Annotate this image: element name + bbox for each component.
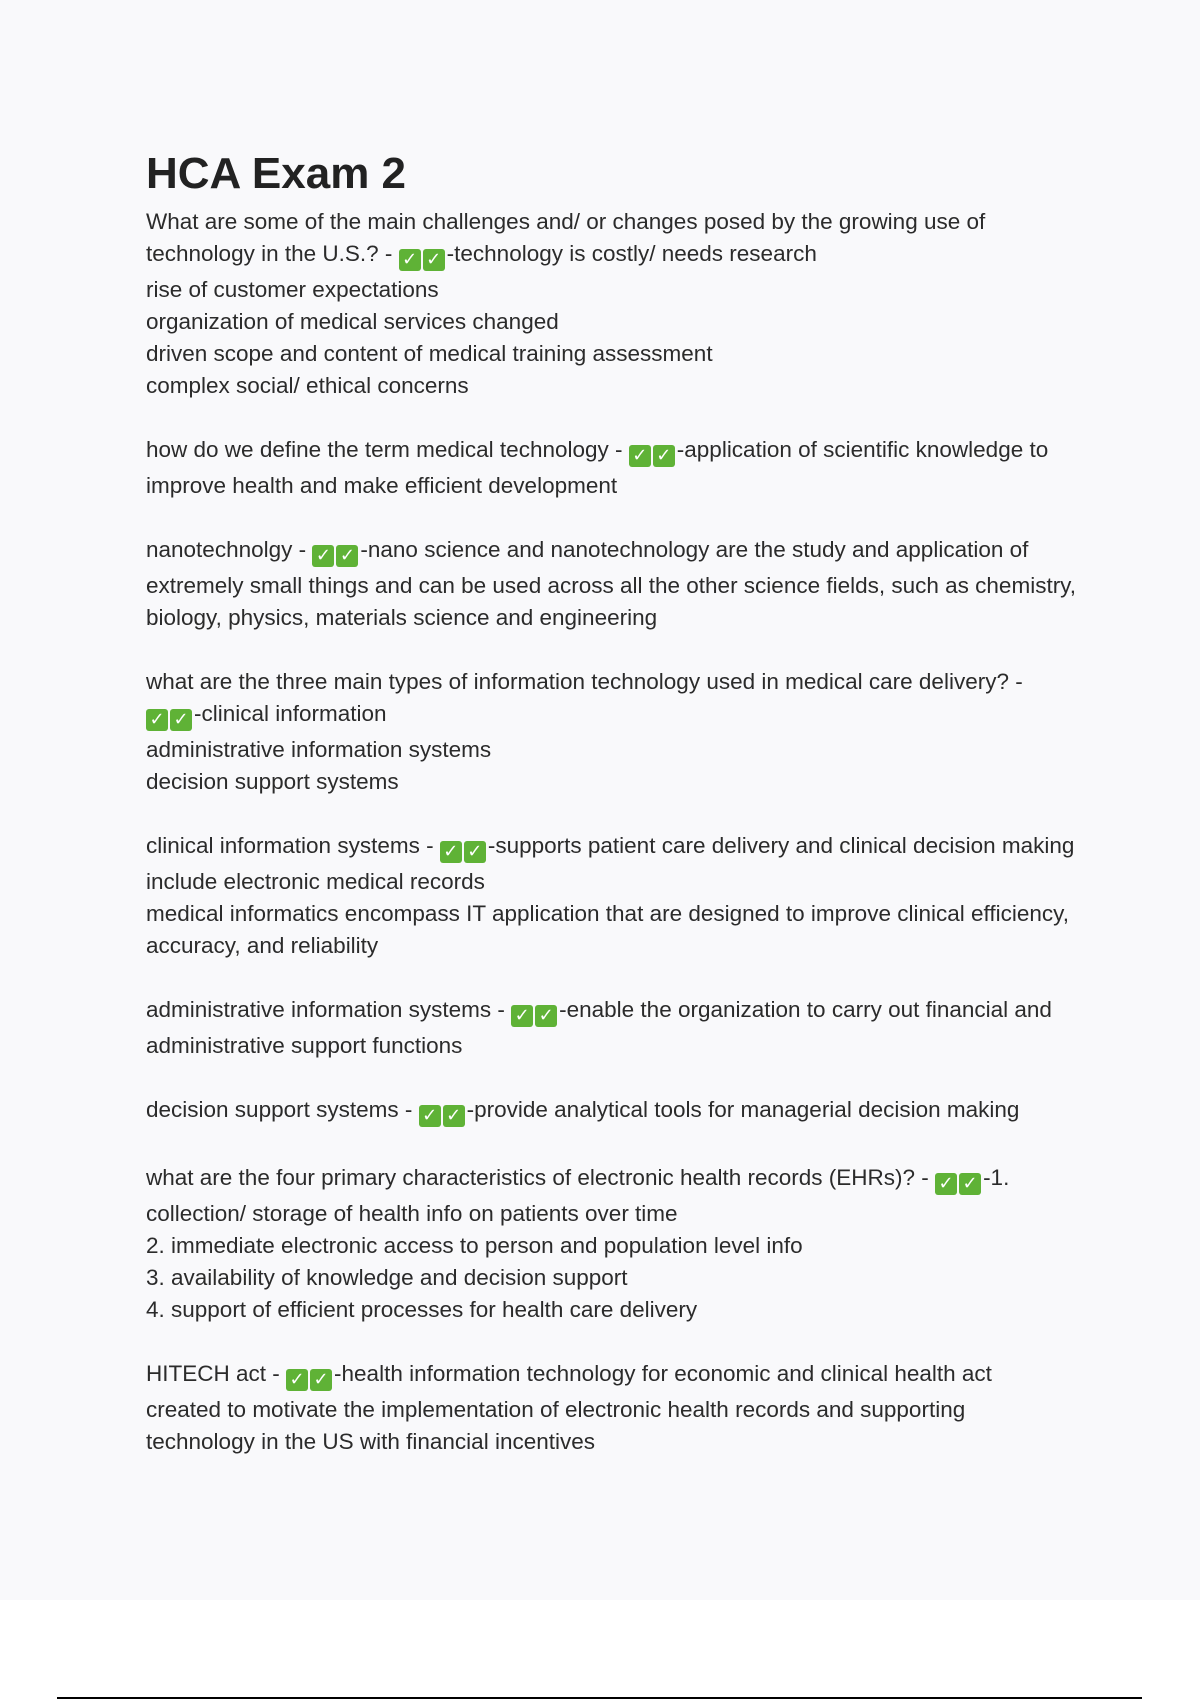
double-check-mark — [286, 1362, 334, 1394]
check-mark-icon: ✓ — [511, 1005, 533, 1027]
double-check-mark — [511, 998, 559, 1030]
check-mark-icon: ✓ — [170, 709, 192, 731]
flashcard-answer-line: created to motivate the implementation of electronic health records and supporting technology in the US with financial incentives — [146, 1397, 966, 1454]
flashcard-term: administrative information systems - — [146, 997, 505, 1022]
flashcard-answer: -health information technology for economic and clinical health act — [334, 1361, 992, 1386]
flashcard-entry — [146, 534, 1076, 634]
flashcard-entry — [146, 994, 1076, 1062]
flashcard-answer-line: administrative information systems — [146, 737, 492, 762]
flashcard-answer-line: 2. immediate electronic access to person and population level info — [146, 1233, 803, 1258]
flashcard-term: What are some of the main challenges and/ or changes posed by the growing use of technology in the U.S.? - — [146, 209, 986, 266]
flashcard-first-line — [146, 206, 1076, 274]
flashcard-answer: -supports patient care delivery and clinical decision making — [487, 833, 1075, 858]
flashcard-first-line — [146, 434, 1076, 502]
double-check-mark — [419, 1098, 467, 1130]
flashcard-entry — [146, 1162, 1076, 1326]
check-mark-icon: ✓ — [443, 1105, 465, 1127]
check-mark-icon: ✓ — [959, 1173, 981, 1195]
check-mark-icon: ✓ — [286, 1369, 308, 1391]
double-check-mark — [146, 702, 194, 734]
check-mark-icon: ✓ — [629, 445, 651, 467]
flashcard-answer-line: 4. support of efficient processes for health care delivery — [146, 1297, 698, 1322]
flashcard-term: HITECH act - — [146, 1361, 280, 1386]
flashcard-entry — [146, 206, 1076, 402]
flashcard-term: clinical information systems - — [146, 833, 434, 858]
double-check-mark — [312, 538, 360, 570]
flashcard-term: how do we define the term medical technology - — [146, 437, 623, 462]
flashcard-answer-line: 3. availability of knowledge and decision support — [146, 1265, 628, 1290]
check-mark-icon: ✓ — [399, 249, 421, 271]
document-title: HCA Exam 2 — [146, 149, 407, 198]
flashcard-answer: -application of scientific knowledge to improve health and make efficient development — [146, 437, 1049, 498]
flashcard-entry — [146, 434, 1076, 502]
flashcard-first-line — [146, 830, 1076, 866]
flashcard-first-line — [146, 534, 1076, 634]
flashcard-answer-line: complex social/ ethical concerns — [146, 373, 469, 398]
document-content — [146, 148, 1076, 1490]
check-mark-icon: ✓ — [312, 545, 334, 567]
flashcard-term: decision support systems - — [146, 1097, 413, 1122]
footer-rule — [57, 1697, 1142, 1699]
check-mark-icon: ✓ — [464, 841, 486, 863]
flashcard-answer: -enable the organization to carry out financial and administrative support functions — [146, 997, 1052, 1058]
flashcard-first-line — [146, 1358, 1076, 1394]
flashcard-term: nanotechnolgy - — [146, 537, 307, 562]
flashcard-answer: -clinical information — [194, 701, 387, 726]
check-mark-icon: ✓ — [423, 249, 445, 271]
double-check-mark — [629, 438, 677, 470]
flashcard-first-line — [146, 1162, 1076, 1230]
flashcard-answer: -nano science and nanotechnology are the study and application of extremely small things and can be used across all the other science fields, such as chemistry, biology, physics, materials science and engineering — [146, 537, 1077, 630]
flashcard-term: what are the four primary characteristics of electronic health records (EHRs)? - — [146, 1165, 929, 1190]
double-check-mark — [399, 242, 447, 274]
flashcard-entry — [146, 1358, 1076, 1458]
double-check-mark — [935, 1166, 983, 1198]
flashcard-first-line — [146, 666, 1076, 734]
check-mark-icon: ✓ — [336, 545, 358, 567]
flashcard-answer-line: driven scope and content of medical training assessment — [146, 341, 713, 366]
double-check-mark — [440, 834, 488, 866]
flashcard-first-line — [146, 1094, 1076, 1130]
flashcard-answer-line: medical informatics encompass IT application that are designed to improve clinical efficiency, accuracy, and reliability — [146, 901, 1069, 958]
flashcard-answer: -1. collection/ storage of health info on patients over time — [146, 1165, 1010, 1226]
flashcard-first-line — [146, 994, 1076, 1062]
check-mark-icon: ✓ — [440, 841, 462, 863]
check-mark-icon: ✓ — [653, 445, 675, 467]
check-mark-icon: ✓ — [310, 1369, 332, 1391]
flashcard-entry — [146, 1094, 1076, 1130]
check-mark-icon: ✓ — [535, 1005, 557, 1027]
flashcard-answer: -provide analytical tools for managerial decision making — [466, 1097, 1020, 1122]
flashcard-entry — [146, 830, 1076, 962]
flashcard-answer-line: decision support systems — [146, 769, 399, 794]
check-mark-icon: ✓ — [419, 1105, 441, 1127]
check-mark-icon: ✓ — [146, 709, 168, 731]
flashcard-list — [146, 206, 1076, 1458]
flashcard-term: what are the three main types of information technology used in medical care delivery? - — [146, 669, 1023, 694]
flashcard-answer-line: rise of customer expectations — [146, 277, 439, 302]
flashcard-answer-line: include electronic medical records — [146, 869, 485, 894]
flashcard-entry — [146, 666, 1076, 798]
flashcard-answer-line: organization of medical services changed — [146, 309, 559, 334]
check-mark-icon: ✓ — [935, 1173, 957, 1195]
flashcard-answer: -technology is costly/ needs research — [446, 241, 817, 266]
